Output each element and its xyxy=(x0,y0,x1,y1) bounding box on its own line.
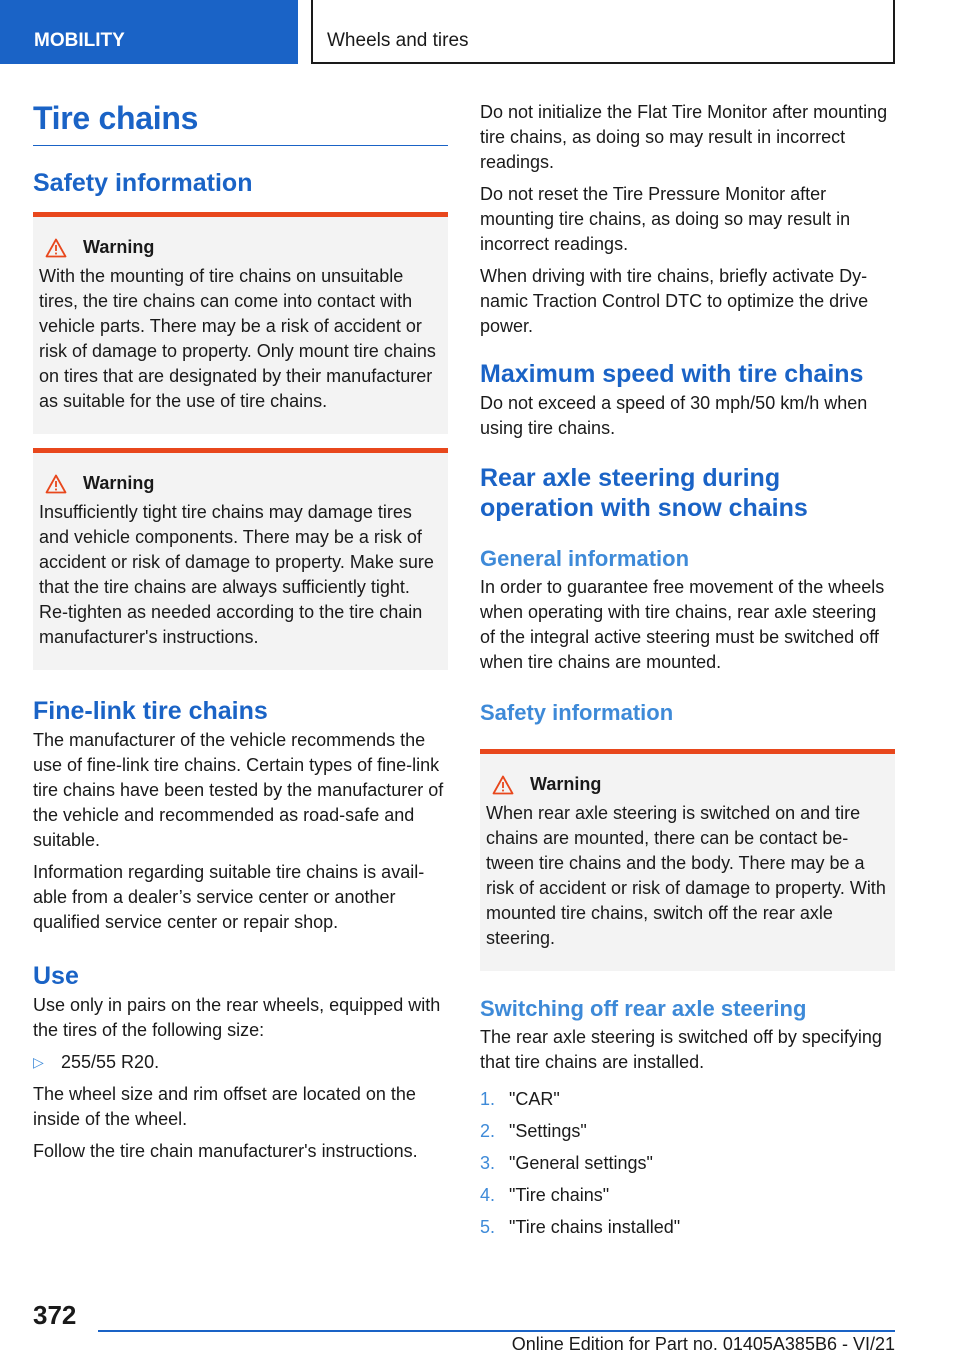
step-text: "General settings" xyxy=(509,1153,653,1173)
warning-box-unsuitable-tires xyxy=(33,212,448,434)
step-text: "CAR" xyxy=(509,1089,560,1109)
footer-edition-text: Online Edition for Part no. 01405A385B6 - VI/21 xyxy=(511,1334,895,1354)
triangle-bullet-icon: ▷ xyxy=(33,1054,44,1070)
step-text: "Tire chains installed" xyxy=(509,1217,681,1237)
dtc-paragraph: When driving with tire chains, briefly activate Dynamic Traction Control DTC to optimize the drive power. xyxy=(480,266,869,336)
warning-label: Warning xyxy=(83,237,155,257)
use-paragraph-1: Use only in pairs on the rear wheels, equipped with the tires of the following size: xyxy=(33,995,441,1040)
use-paragraph-3: Follow the tire chain manufacturer's instructions. xyxy=(33,1141,418,1161)
rear-axle-heading: Rear axle steering during operation with snow chains xyxy=(480,464,808,522)
right-column xyxy=(480,100,895,1243)
list-item xyxy=(480,1211,895,1243)
warning-text: Insufficiently tight tire chains may damage tires and vehicle components. There may be a risk of accident or risk of damage to property. Make sure that the tire chains are always sufficiently tight. Re-tighten as needed according to the tire chain manufacturer's instructions. xyxy=(39,502,434,647)
list-item xyxy=(480,1147,895,1179)
section-tab xyxy=(0,0,298,64)
page-title: Tire chains xyxy=(33,100,199,136)
list-item xyxy=(480,1179,895,1211)
use-paragraph-2: The wheel size and rim offset are located on the inside of the wheel. xyxy=(33,1084,416,1129)
warning-label: Warning xyxy=(530,774,602,794)
safety-information-heading: Safety information xyxy=(33,169,253,197)
warning-triangle-icon xyxy=(45,238,67,258)
general-information-paragraph: In order to guarantee free movement of the wheels when operating with tire chains, rear axle steering of the integral active steering must be switched off when tire chains are mounted. xyxy=(480,577,885,672)
warning-header xyxy=(39,473,441,494)
step-text: "Tire chains" xyxy=(509,1185,610,1205)
chapter-tab xyxy=(311,0,895,64)
warning-box-tight-chains xyxy=(33,448,448,670)
chapter-label: Wheels and tires xyxy=(327,30,469,51)
general-information-heading: General information xyxy=(480,546,690,571)
switching-off-paragraph: The rear axle steering is switched off by specifying that tire chains are installed. xyxy=(480,1027,882,1072)
warning-triangle-icon xyxy=(45,474,67,494)
max-speed-heading: Maximum speed with tire chains xyxy=(480,360,864,388)
step-number: 4. xyxy=(480,1185,496,1205)
warning-header xyxy=(39,237,441,258)
warning-triangle-icon xyxy=(492,775,514,795)
footer-divider xyxy=(98,1330,895,1332)
step-number: 3. xyxy=(480,1153,496,1173)
step-text: "Settings" xyxy=(509,1121,587,1141)
list-item xyxy=(33,1050,448,1075)
warning-header xyxy=(486,774,888,795)
title-divider xyxy=(33,145,448,146)
steps-list xyxy=(480,1083,895,1243)
step-number: 5. xyxy=(480,1217,496,1237)
switching-off-heading: Switching off rear axle steering xyxy=(480,996,807,1021)
list-item xyxy=(480,1083,895,1115)
tire-size-text: 255/55 R20. xyxy=(61,1052,160,1072)
page-number: 372 xyxy=(33,1300,77,1330)
max-speed-paragraph: Do not exceed a speed of 30 mph/50 km/h when using tire chains. xyxy=(480,393,868,438)
safety-information-subheading: Safety information xyxy=(480,700,674,725)
fine-link-heading: Fine-link tire chains xyxy=(33,697,268,725)
warning-box-rear-axle xyxy=(480,749,895,971)
flat-tire-monitor-paragraph: Do not initialize the Flat Tire Monitor after mounting tire chains, as doing so may result in incorrect readings. xyxy=(480,102,888,172)
warning-text: With the mounting of tire chains on unsuitable tires, the tire chains can come into contact with vehicle parts. There may be a risk of accident or risk of damage to property. Only mount tire chains on tires that are designated by their manufacturer as suitable for the use of tire chains. xyxy=(39,266,436,411)
step-number: 2. xyxy=(480,1121,496,1141)
fine-link-paragraph-2: Information regarding suitable tire chains is available from a dealer’s service center or another qualified service center or repair shop. xyxy=(33,862,425,932)
warning-label: Warning xyxy=(83,473,155,493)
step-number: 1. xyxy=(480,1089,496,1109)
fine-link-paragraph-1: The manufacturer of the vehicle recommends the use of fine-link tire chains. Certain types of fine-link tire chains have been tested by the manufacturer of the vehicle and recommended as road-safe and suitable. xyxy=(33,730,444,850)
left-column xyxy=(33,100,448,1171)
list-item xyxy=(480,1115,895,1147)
warning-text: When rear axle steering is switched on and tire chains are mounted, there can be contact between tire chains and the body. There may be a risk of accident or risk of damage to property. With mounted tire chains, switch off the rear axle steering. xyxy=(486,803,886,948)
use-heading: Use xyxy=(33,962,79,990)
section-label: MOBILITY xyxy=(34,30,125,51)
tire-pressure-monitor-paragraph: Do not reset the Tire Pressure Monitor after mounting tire chains, as doing so may result in incorrect readings. xyxy=(480,184,851,254)
